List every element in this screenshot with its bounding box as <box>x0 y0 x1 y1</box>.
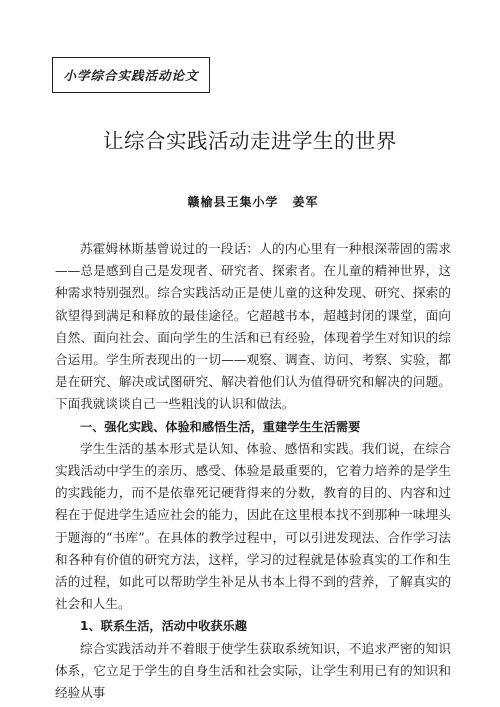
author-byline <box>0 193 500 210</box>
category-label: 小学综合实践活动论文 <box>63 68 199 83</box>
author-name: 姜军 <box>292 195 319 209</box>
article-title: 让综合实践活动走进学生的世界 <box>103 129 397 153</box>
author-school: 赣榆县王集小学 <box>187 195 279 209</box>
section-heading-1: 一、强化实践、体验和感悟生活，重建学生生活需要 <box>80 419 361 434</box>
intro-paragraph: 苏霍姆林斯基曾说过的一段话：人的内心里有一种根深蒂固的需求——总是感到自己是发现者、研究者、探索者。在儿童的精神世界，这种需求特别强烈。综合实践活动正是使儿童的这种发现、研究、探索的欲望得到满足和释放的最佳途径。它超越书本，超越封闭的课堂，面向自然、面向社会、面向学生的生活和已有经验，体现着学生对知识的综合运用。学生所表现出的一切——观察、调查、访问、考察、实验，都是在研究、解决或试图研究、解决着他们认为值得研究和解决的问题。下面我就谈谈自己一些粗浅的认识和做法。 <box>55 241 451 412</box>
body-paragraph: 学生生活的基本形式是认知、体验、感悟和实践。我们说，在综合实践活动中学生的亲历、感受、体验是最重要的，它着力培养的是学生的实践能力，而不是依靠死记硬背得来的分数，教育的目的、内容和过程在于促进学生适应社会的能力，因此在这里根本找不到那种一味埋头于题海的“书库”。在具体的教学过程中，可以引进发现法、合作学习法和各种有价值的研究方法，这样，学习的过程就是体验真实的工作和生活的过程，如此可以帮助学生补足从书本上得不到的营养，了解真实的社会和人生。 <box>55 440 451 612</box>
body-paragraph: 综合实践活动并不着眼于使学生获取系统知识，不追求严密的知识体系，它立足于学生的自身生活和社会实际，让学生利用已有的知识和经验从事 <box>55 640 451 701</box>
subsection-heading-1: 1、联系生活，活动中收获乐趣 <box>80 619 247 634</box>
category-label-box <box>52 57 210 93</box>
article-body <box>55 238 451 704</box>
